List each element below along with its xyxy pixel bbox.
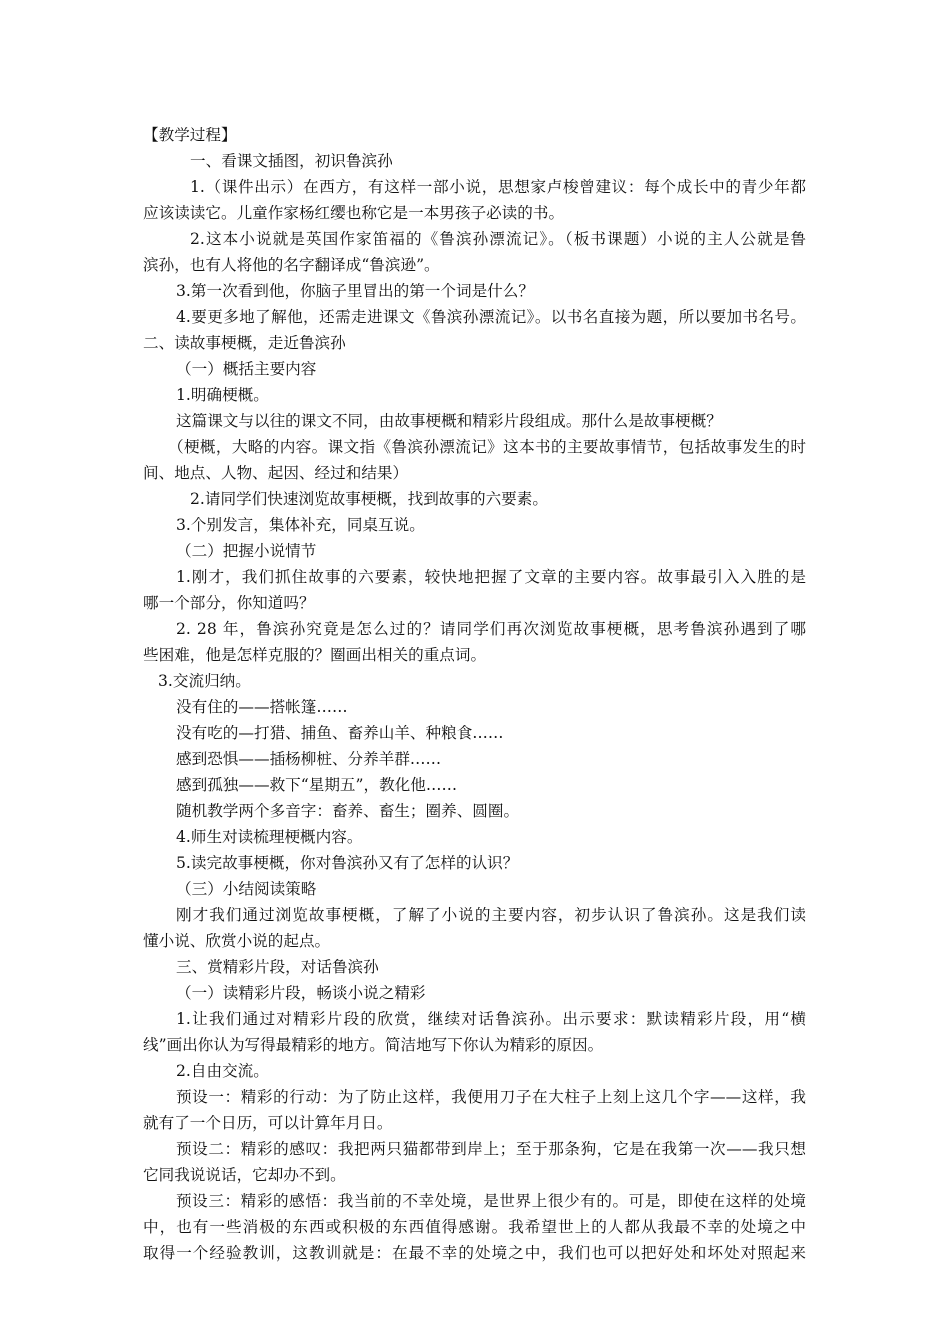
paragraph-line: 1.明确梗概。 (176, 386, 269, 404)
paragraph-line: 4.师生对读梳理梗概内容。 (176, 828, 363, 846)
paragraph-line: 刚才我们通过浏览故事梗概，了解了小说的主要内容，初步认识了鲁滨孙。这是我们读 (176, 906, 806, 924)
paragraph-line: 3.交流归纳。 (158, 672, 251, 690)
paragraph-line: 些困难，他是怎样克服的？圈画出相关的重点词。 (143, 646, 487, 664)
section-title: 一、看课文插图，初识鲁滨孙 (190, 152, 393, 170)
paragraph-line: 1.刚才，我们抓住故事的六要素，较快地把握了文章的主要内容。故事最引入入胜的是 (176, 568, 806, 586)
paragraph-line: 懂小说、欣赏小说的起点。 (143, 932, 331, 950)
paragraph-line: 5.读完故事梗概，你对鲁滨孙又有了怎样的认识？ (176, 854, 519, 872)
subsection-title: （三）小结阅读策略 (176, 880, 317, 898)
paragraph-line: 预设一：精彩的行动：为了防止这样，我便用刀子在大柱子上刻上这几个字——这样，我 (176, 1088, 806, 1106)
paragraph-line: 中，也有一些消极的东西或积极的东西值得感谢。我希望世上的人都从我最不幸的处境之中 (143, 1218, 806, 1236)
paragraph-line: 取得一个经验教训，这教训就是：在最不幸的处境之中，我们也可以把好处和坏处对照起来 (143, 1244, 806, 1262)
paragraph-line: （梗概，大略的内容。课文指《鲁滨孙漂流记》这本书的主要故事情节，包括故事发生的时 (168, 438, 806, 456)
list-item: 感到孤独——救下“星期五”，教化他…… (176, 776, 458, 794)
section-title: 三、赏精彩片段，对话鲁滨孙 (176, 958, 379, 976)
subsection-title: （一）概括主要内容 (176, 360, 317, 378)
paragraph-line: 3.第一次看到他，你脑子里冒出的第一个词是什么？ (176, 282, 534, 300)
paragraph-line: 1.（课件出示）在西方，有这样一部小说，思想家卢梭曾建议：每个成长中的青少年都 (190, 178, 806, 196)
section-title: 二、读故事梗概，走近鲁滨孙 (143, 334, 346, 352)
paragraph-line: 随机教学两个多音字：畜养、畜生；圈养、圆圈。 (176, 802, 520, 820)
paragraph-line: 预设三：精彩的感悟：我当前的不幸处境，是世界上很少有的。可是，即使在这样的处境 (176, 1192, 806, 1210)
list-item: 没有吃的—打猎、捕鱼、畜养山羊、种粮食…… (176, 724, 504, 742)
paragraph-line: 线”画出你认为写得最精彩的地方。简洁地写下你认为精彩的原因。 (143, 1036, 604, 1054)
section-heading: 【教学过程】 (143, 126, 237, 144)
paragraph-line: 2.请同学们快速浏览故事梗概，找到故事的六要素。 (190, 490, 548, 508)
paragraph-line: 滨孙，也有人将他的名字翻译成“鲁滨逊”。 (143, 256, 440, 274)
paragraph-line: 4.要更多地了解他，还需走进课文《鲁滨孙漂流记》。以书名直接为题，所以要加书名号。 (176, 308, 806, 326)
list-item: 没有住的——搭帐篷…… (176, 698, 348, 716)
paragraph-line: 3.个别发言，集体补充，同桌互说。 (176, 516, 425, 534)
subsection-title: （一）读精彩片段，畅谈小说之精彩 (176, 984, 426, 1002)
paragraph-line: 2.自由交流。 (176, 1062, 269, 1080)
paragraph-line: 这篇课文与以往的课文不同，由故事梗概和精彩片段组成。那什么是故事梗概？ (176, 412, 722, 430)
paragraph-line: 间、地点、人物、起因、经过和结果） (143, 464, 409, 482)
paragraph-line: 就有了一个日历，可以计算年月日。 (143, 1114, 393, 1132)
subsection-title: （二）把握小说情节 (176, 542, 317, 560)
paragraph-line: 哪一个部分，你知道吗？ (143, 594, 315, 612)
paragraph-line: 预设二：精彩的感叹：我把两只猫都带到岸上；至于那条狗，它是在我第一次——我只想 (176, 1140, 806, 1158)
paragraph-line: 2.这本小说就是英国作家笛福的《鲁滨孙漂流记》。（板书课题）小说的主人公就是鲁 (190, 230, 806, 248)
paragraph-line: 它同我说说话，它却办不到。 (143, 1166, 346, 1184)
paragraph-line: 1.让我们通过对精彩片段的欣赏，继续对话鲁滨孙。出示要求：默读精彩片段，用“横 (176, 1010, 806, 1028)
paragraph-line: 2. 28 年，鲁滨孙究竟是怎么过的？请同学们再次浏览故事梗概，思考鲁滨孙遇到了哪 (176, 620, 806, 638)
paragraph-line: 应该读读它。儿童作家杨红缨也称它是一本男孩子必读的书。 (143, 204, 565, 222)
list-item: 感到恐惧——插杨柳桩、分养羊群…… (176, 750, 442, 768)
